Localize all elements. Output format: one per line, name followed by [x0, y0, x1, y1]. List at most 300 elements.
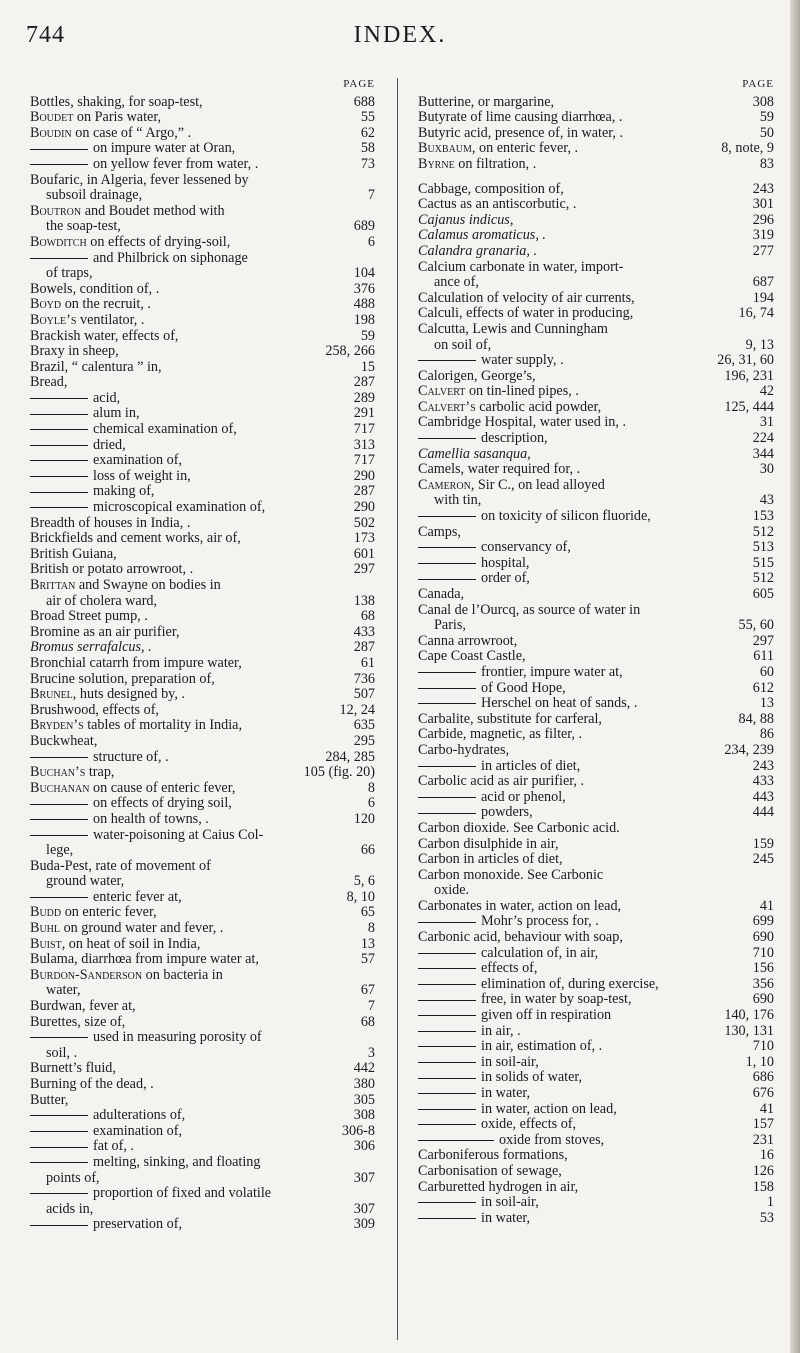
page-ref: 73 — [360, 155, 375, 172]
ditto-rule — [418, 1062, 476, 1063]
entry-label: in water, — [481, 1209, 531, 1226]
entry-label: Boudet on Paris water, — [30, 109, 162, 126]
ditto-rule — [418, 563, 476, 564]
entry-label: chemical examination of, — [93, 421, 237, 438]
page-ref: 301 — [752, 196, 774, 213]
index-entry — [30, 920, 375, 936]
entry-text — [418, 913, 740, 930]
entry-label: water supply, . — [481, 352, 564, 369]
entry-label: in air, estimation of, . — [481, 1038, 603, 1055]
page-ref: 125, 444 — [724, 398, 774, 415]
entry-text — [30, 328, 341, 345]
entry-label: Braxy in sheep, — [30, 343, 119, 360]
page-label: PAGE — [742, 78, 774, 90]
ditto-rule — [30, 1225, 88, 1226]
index-entry — [418, 960, 774, 976]
index-entry — [418, 836, 774, 852]
entry-label: Buda-Pest, rate of movement of — [30, 857, 211, 874]
index-entry — [30, 546, 375, 562]
entry-text — [418, 196, 740, 213]
entry-text — [418, 156, 740, 173]
index-entry — [418, 227, 774, 243]
index-entry — [30, 1185, 375, 1201]
index-entry — [418, 446, 774, 462]
ditto-rule — [418, 968, 476, 969]
page-ref: 196, 231 — [724, 367, 774, 384]
page-ref: 313 — [353, 436, 375, 453]
entry-text — [418, 867, 740, 884]
entry-label: effects of, — [481, 960, 538, 977]
page-ref: 319 — [752, 227, 774, 244]
surname: Bryden’s — [30, 717, 84, 734]
entry-text — [418, 94, 740, 111]
surname: Cameron — [418, 476, 471, 493]
surname: Boyle’s — [30, 311, 77, 328]
page-ref: 297 — [353, 561, 375, 578]
index-entry — [418, 1023, 774, 1039]
page-ref: 41 — [759, 1100, 774, 1117]
entry-text — [30, 608, 341, 625]
entry-text — [418, 477, 740, 494]
entry-text — [418, 1210, 740, 1227]
entry-label: Buckwheat, — [30, 732, 98, 749]
page-ref: 601 — [353, 545, 375, 562]
page-ref: 243 — [752, 180, 774, 197]
index-entry — [418, 1210, 774, 1226]
index-entry — [418, 711, 774, 727]
page-ref: 635 — [353, 717, 375, 734]
entry-label: enteric fever at, — [93, 888, 182, 905]
surname: Boyd — [30, 296, 62, 313]
index-entry — [418, 508, 774, 524]
entry-text — [30, 1107, 341, 1124]
entry-label: Carbo-hydrates, — [418, 741, 510, 758]
index-entry — [418, 976, 774, 992]
entry-text — [418, 1054, 740, 1071]
surname: Calvert’s — [418, 398, 476, 415]
entry-label: Butterine, or margarine, — [418, 93, 555, 110]
entry-label: Calvert’s carbolic acid powder, — [418, 398, 602, 415]
entry-text — [418, 586, 740, 603]
page-ref: 6 — [367, 795, 375, 812]
entry-text — [418, 399, 720, 416]
entry-text — [418, 991, 740, 1008]
surname: Buchan’s — [30, 764, 86, 781]
page-ref: 512 — [752, 570, 774, 587]
entry-label: given off in respiration — [481, 1007, 612, 1024]
entry-text — [418, 820, 740, 837]
entry-label: air of cholera ward, — [46, 592, 158, 609]
ditto-rule — [30, 1147, 88, 1148]
entry-text — [418, 664, 740, 681]
index-entry — [30, 1107, 375, 1123]
entry-text — [30, 94, 341, 111]
page-ref: 156 — [752, 960, 774, 977]
entry-text — [30, 1014, 341, 1031]
page-ref: 105 (fig. 20) — [303, 764, 375, 781]
entry-label: loss of weight in, — [93, 467, 191, 484]
page-ref: 7 — [367, 187, 375, 204]
entry-label: oxide. — [434, 882, 470, 899]
page-ref: 277 — [752, 242, 774, 259]
entry-label: Butyrate of lime causing diarrhœa, . — [418, 109, 623, 126]
entry-text — [30, 1216, 341, 1233]
entry-label: Cambridge Hospital, water used in, . — [418, 414, 627, 431]
page-ref: 8 — [367, 779, 375, 796]
index-entry — [418, 804, 774, 820]
page-ref: 104 — [353, 265, 375, 282]
entry-label: Bowels, condition of, . — [30, 280, 160, 297]
ditto-rule — [30, 804, 88, 805]
index-entry — [418, 1147, 774, 1163]
entry-text — [30, 437, 341, 454]
entry-text — [418, 602, 740, 619]
entry-label: subsoil drainage, — [46, 187, 143, 204]
entry-label: Bulama, diarrhœa from impure water at, — [30, 951, 259, 968]
page-ref: 173 — [353, 530, 375, 547]
entry-label: Boyd on the recruit, . — [30, 296, 151, 313]
ditto-rule — [418, 688, 476, 689]
index-entry — [30, 187, 375, 203]
page-ref: 287 — [353, 483, 375, 500]
entry-label: Boudin on case of “ Argo,” . — [30, 124, 192, 141]
index-entry — [418, 181, 774, 197]
entry-text — [418, 1023, 720, 1040]
index-entry — [30, 998, 375, 1014]
entry-label: Bread, — [30, 374, 68, 391]
page-ref: 234, 239 — [724, 741, 774, 758]
entry-text — [418, 851, 740, 868]
page-label: PAGE — [343, 78, 375, 90]
entry-text — [30, 1045, 341, 1062]
index-entry — [30, 390, 375, 406]
ditto-rule — [418, 360, 476, 361]
page-ref: 291 — [353, 405, 375, 422]
ditto-rule — [30, 1037, 88, 1038]
entry-label: Brittan and Swayne on bodies in — [30, 577, 221, 593]
entry-label: Mohr’s process for, . — [481, 913, 599, 930]
page-ref: 308 — [752, 93, 774, 110]
page-ref: 690 — [752, 929, 774, 946]
entry-label: Canal de l’Ourcq, as source of water in — [418, 601, 641, 618]
entry-label: with tin, — [434, 492, 482, 509]
index-entry — [30, 374, 375, 390]
page-title: INDEX. — [353, 22, 447, 48]
index-entry — [418, 1085, 774, 1101]
ditto-rule — [418, 1078, 476, 1079]
page-ref: 3 — [367, 1044, 375, 1061]
index-entry — [30, 733, 375, 749]
entry-label: hospital, — [481, 554, 530, 571]
index-entry — [30, 281, 375, 297]
page-ref: 5, 6 — [353, 873, 375, 890]
index-entry — [418, 352, 774, 368]
ditto-rule — [30, 1115, 88, 1116]
entry-text — [418, 383, 740, 400]
entry-text — [30, 530, 341, 547]
index-entry — [30, 1138, 375, 1154]
index-entry — [30, 1029, 375, 1045]
entry-label: in water, action on lead, — [481, 1100, 617, 1117]
entry-label: Calandra granaria, . — [418, 242, 538, 259]
index-entry — [30, 437, 375, 453]
entry-label: British or potato arrowroot, . — [30, 561, 194, 578]
page-ref: 61 — [360, 654, 375, 671]
index-entry — [30, 109, 375, 125]
index-entry — [30, 1123, 375, 1139]
index-entry — [418, 196, 774, 212]
page-ref: 306-8 — [341, 1122, 375, 1139]
entry-label: in air, . — [481, 1022, 521, 1039]
entry-label: Carbonisation of sewage, — [418, 1162, 562, 1179]
page-ref: 16, 74 — [738, 305, 774, 322]
index-entry — [30, 218, 375, 234]
page-ref: 59 — [360, 327, 375, 344]
entry-text — [30, 904, 341, 921]
entry-label: Carbonates in water, action on lead, — [418, 897, 622, 914]
ditto-rule — [30, 819, 88, 820]
page-ref: 306 — [353, 1138, 375, 1155]
entry-text — [30, 234, 341, 251]
index-entry — [30, 764, 375, 780]
index-entry — [418, 664, 774, 680]
index-entry — [30, 203, 375, 219]
page-ref: 287 — [353, 374, 375, 391]
entry-label: lege, — [46, 842, 74, 859]
entry-label: water-poisoning at Caius Col- — [93, 826, 264, 843]
surname: Buxbaum — [418, 140, 472, 157]
index-entry — [418, 274, 774, 290]
entry-text — [30, 639, 341, 656]
index-entry — [418, 321, 774, 337]
entry-text — [30, 515, 341, 532]
entry-text — [30, 998, 341, 1015]
entry-label: fat of, . — [93, 1138, 134, 1155]
entry-label: Brunel, huts designed by, . — [30, 686, 185, 703]
entry-text — [418, 680, 740, 697]
page-ref: 305 — [353, 1091, 375, 1108]
index-entry — [30, 1060, 375, 1076]
index-entry — [418, 259, 774, 275]
entry-text — [418, 109, 740, 126]
index-entry — [418, 368, 774, 384]
index-entry — [418, 758, 774, 774]
page-ref: 6 — [367, 233, 375, 250]
index-entry — [30, 172, 375, 188]
index-entry — [30, 671, 375, 687]
entry-label: elimination of, during exercise, — [481, 975, 659, 992]
index-entry — [30, 842, 375, 858]
index-entry — [30, 483, 375, 499]
index-entry — [30, 125, 375, 141]
index-entry — [30, 982, 375, 998]
ditto-rule — [30, 398, 88, 399]
entry-label: Burning of the dead, . — [30, 1076, 154, 1092]
index-entry — [30, 561, 375, 577]
ditto-rule — [418, 1031, 476, 1032]
entry-label: Cameron, Sir C., on lead alloyed — [418, 476, 605, 493]
column-divider — [397, 78, 398, 1340]
entry-text — [30, 780, 341, 797]
entry-label: Cabbage, composition of, — [418, 180, 564, 197]
index-entry — [30, 811, 375, 827]
ditto-rule — [30, 1162, 88, 1163]
entry-label: and Philbrick on siphonage — [93, 249, 248, 266]
surname: Burdon-Sanderson — [30, 966, 143, 983]
index-entry — [418, 586, 774, 602]
entry-label: Bryden’s tables of mortality in India, — [30, 717, 243, 734]
ditto-rule — [30, 897, 88, 898]
entry-label: Butyric acid, presence of, in water, . — [418, 124, 624, 141]
entry-label: Burnett’s fluid, — [30, 1060, 116, 1077]
page-ref: 12, 24 — [339, 701, 375, 718]
page-ref: 284, 285 — [325, 748, 375, 765]
entry-label: Budd on enteric fever, — [30, 904, 157, 921]
page-ref: 126 — [752, 1162, 774, 1179]
page-ref: 356 — [752, 975, 774, 992]
entry-label: Carbide, magnetic, as filter, . — [418, 726, 583, 743]
entry-text — [418, 140, 717, 157]
surname: Buchanan — [30, 779, 90, 796]
page-ref: 55 — [360, 109, 375, 126]
entry-text — [30, 1170, 341, 1187]
entry-text — [418, 1085, 740, 1102]
page-ref: 687 — [752, 274, 774, 291]
page-ref: 308 — [353, 1107, 375, 1124]
entry-label: Camels, water required for, . — [418, 461, 581, 478]
page-ref: 612 — [752, 679, 774, 696]
page-ref: 66 — [360, 842, 375, 859]
index-entry — [30, 499, 375, 515]
index-entry — [418, 570, 774, 586]
index-entry — [418, 633, 774, 649]
index-entry — [418, 555, 774, 571]
page-ref: 717 — [353, 421, 375, 438]
ditto-rule — [418, 1015, 476, 1016]
page-ref: 710 — [752, 1038, 774, 1055]
entry-label: Bowditch on effects of drying-soil, — [30, 233, 231, 250]
page-ref: 65 — [360, 904, 375, 921]
entry-label: Paris, — [434, 617, 466, 634]
index-entry — [30, 265, 375, 281]
index-entry — [418, 898, 774, 914]
entry-text — [30, 468, 341, 485]
page-ref: 50 — [759, 124, 774, 141]
index-entry — [30, 530, 375, 546]
page-ref: 380 — [353, 1076, 375, 1092]
index-entry — [418, 1069, 774, 1085]
entry-text — [418, 368, 720, 385]
entry-label: Calcium carbonate in water, import- — [418, 258, 624, 275]
page-ref: 58 — [360, 140, 375, 157]
entry-label: oxide from stoves, — [499, 1131, 605, 1148]
entry-text — [30, 343, 321, 360]
ditto-rule — [418, 1000, 476, 1001]
entry-text — [30, 140, 341, 157]
entry-text — [30, 982, 341, 999]
entry-text — [30, 172, 341, 189]
surname: Brittan — [30, 577, 76, 593]
entry-text — [418, 243, 740, 260]
entry-text — [418, 492, 740, 509]
entry-text — [418, 446, 740, 463]
index-entry — [418, 851, 774, 867]
index-entry — [418, 742, 774, 758]
entry-text — [30, 374, 341, 391]
entry-text — [30, 312, 341, 329]
entry-text — [418, 1007, 720, 1024]
index-entry — [30, 1076, 375, 1092]
entry-label: in soil-air, — [481, 1194, 539, 1211]
entry-text — [30, 967, 341, 984]
page-ref: 717 — [353, 452, 375, 469]
entry-label: the soap-test, — [46, 218, 121, 235]
entry-text — [30, 873, 341, 890]
page-ref: 84, 88 — [738, 710, 774, 727]
page-edge — [790, 0, 800, 1353]
entry-label: of traps, — [46, 265, 93, 282]
entry-label: Brucine solution, preparation of, — [30, 670, 215, 687]
page-ref: 13 — [360, 935, 375, 952]
ditto-rule — [30, 414, 88, 415]
index-entry — [418, 140, 774, 156]
index-entry — [418, 109, 774, 125]
entry-text — [30, 795, 341, 812]
entry-label: conservancy of, — [481, 539, 571, 556]
index-entry — [418, 383, 774, 399]
entry-text — [418, 617, 735, 634]
entry-label: Breadth of houses in India, . — [30, 514, 191, 531]
ditto-rule — [418, 953, 476, 954]
page-ref: 140, 176 — [724, 1007, 774, 1024]
entry-label: Butter, — [30, 1091, 69, 1108]
page-ref: 297 — [752, 632, 774, 649]
entry-label: Brickfields and cement works, air of, — [30, 530, 241, 547]
entry-label: Carbon in articles of diet, — [418, 851, 563, 868]
index-entry — [30, 452, 375, 468]
entry-text — [30, 702, 336, 719]
ditto-rule — [418, 797, 476, 798]
ditto-rule — [418, 1109, 476, 1110]
page-ref: 55, 60 — [738, 617, 774, 634]
ditto-rule — [418, 1218, 476, 1219]
entry-label: Bromine as an air purifier, — [30, 623, 180, 640]
entry-text — [30, 1201, 341, 1218]
page-ref: 138 — [353, 592, 375, 609]
entry-label: Buhl on ground water and fever, . — [30, 920, 224, 937]
ditto-rule — [30, 149, 88, 150]
entry-text — [30, 156, 341, 173]
page-ref: 31 — [759, 414, 774, 431]
index-entry — [418, 125, 774, 141]
entry-label: frontier, impure water at, — [481, 663, 623, 680]
index-entry — [418, 492, 774, 508]
page-ref: 376 — [353, 280, 375, 297]
page-ref: 245 — [752, 851, 774, 868]
index-entry — [30, 312, 375, 328]
index-entry — [30, 577, 375, 593]
entry-label: Boufaric, in Algeria, fever lessened by — [30, 171, 249, 188]
page-ref: 605 — [752, 586, 774, 602]
index-entry — [418, 1101, 774, 1117]
index-entry — [30, 1045, 375, 1061]
entry-text — [418, 337, 740, 354]
ditto-rule — [30, 1193, 88, 1194]
index-entry — [30, 795, 375, 811]
page-ref: 296 — [752, 211, 774, 228]
entry-label: Buchan’s trap, — [30, 764, 115, 781]
index-entry — [30, 608, 375, 624]
